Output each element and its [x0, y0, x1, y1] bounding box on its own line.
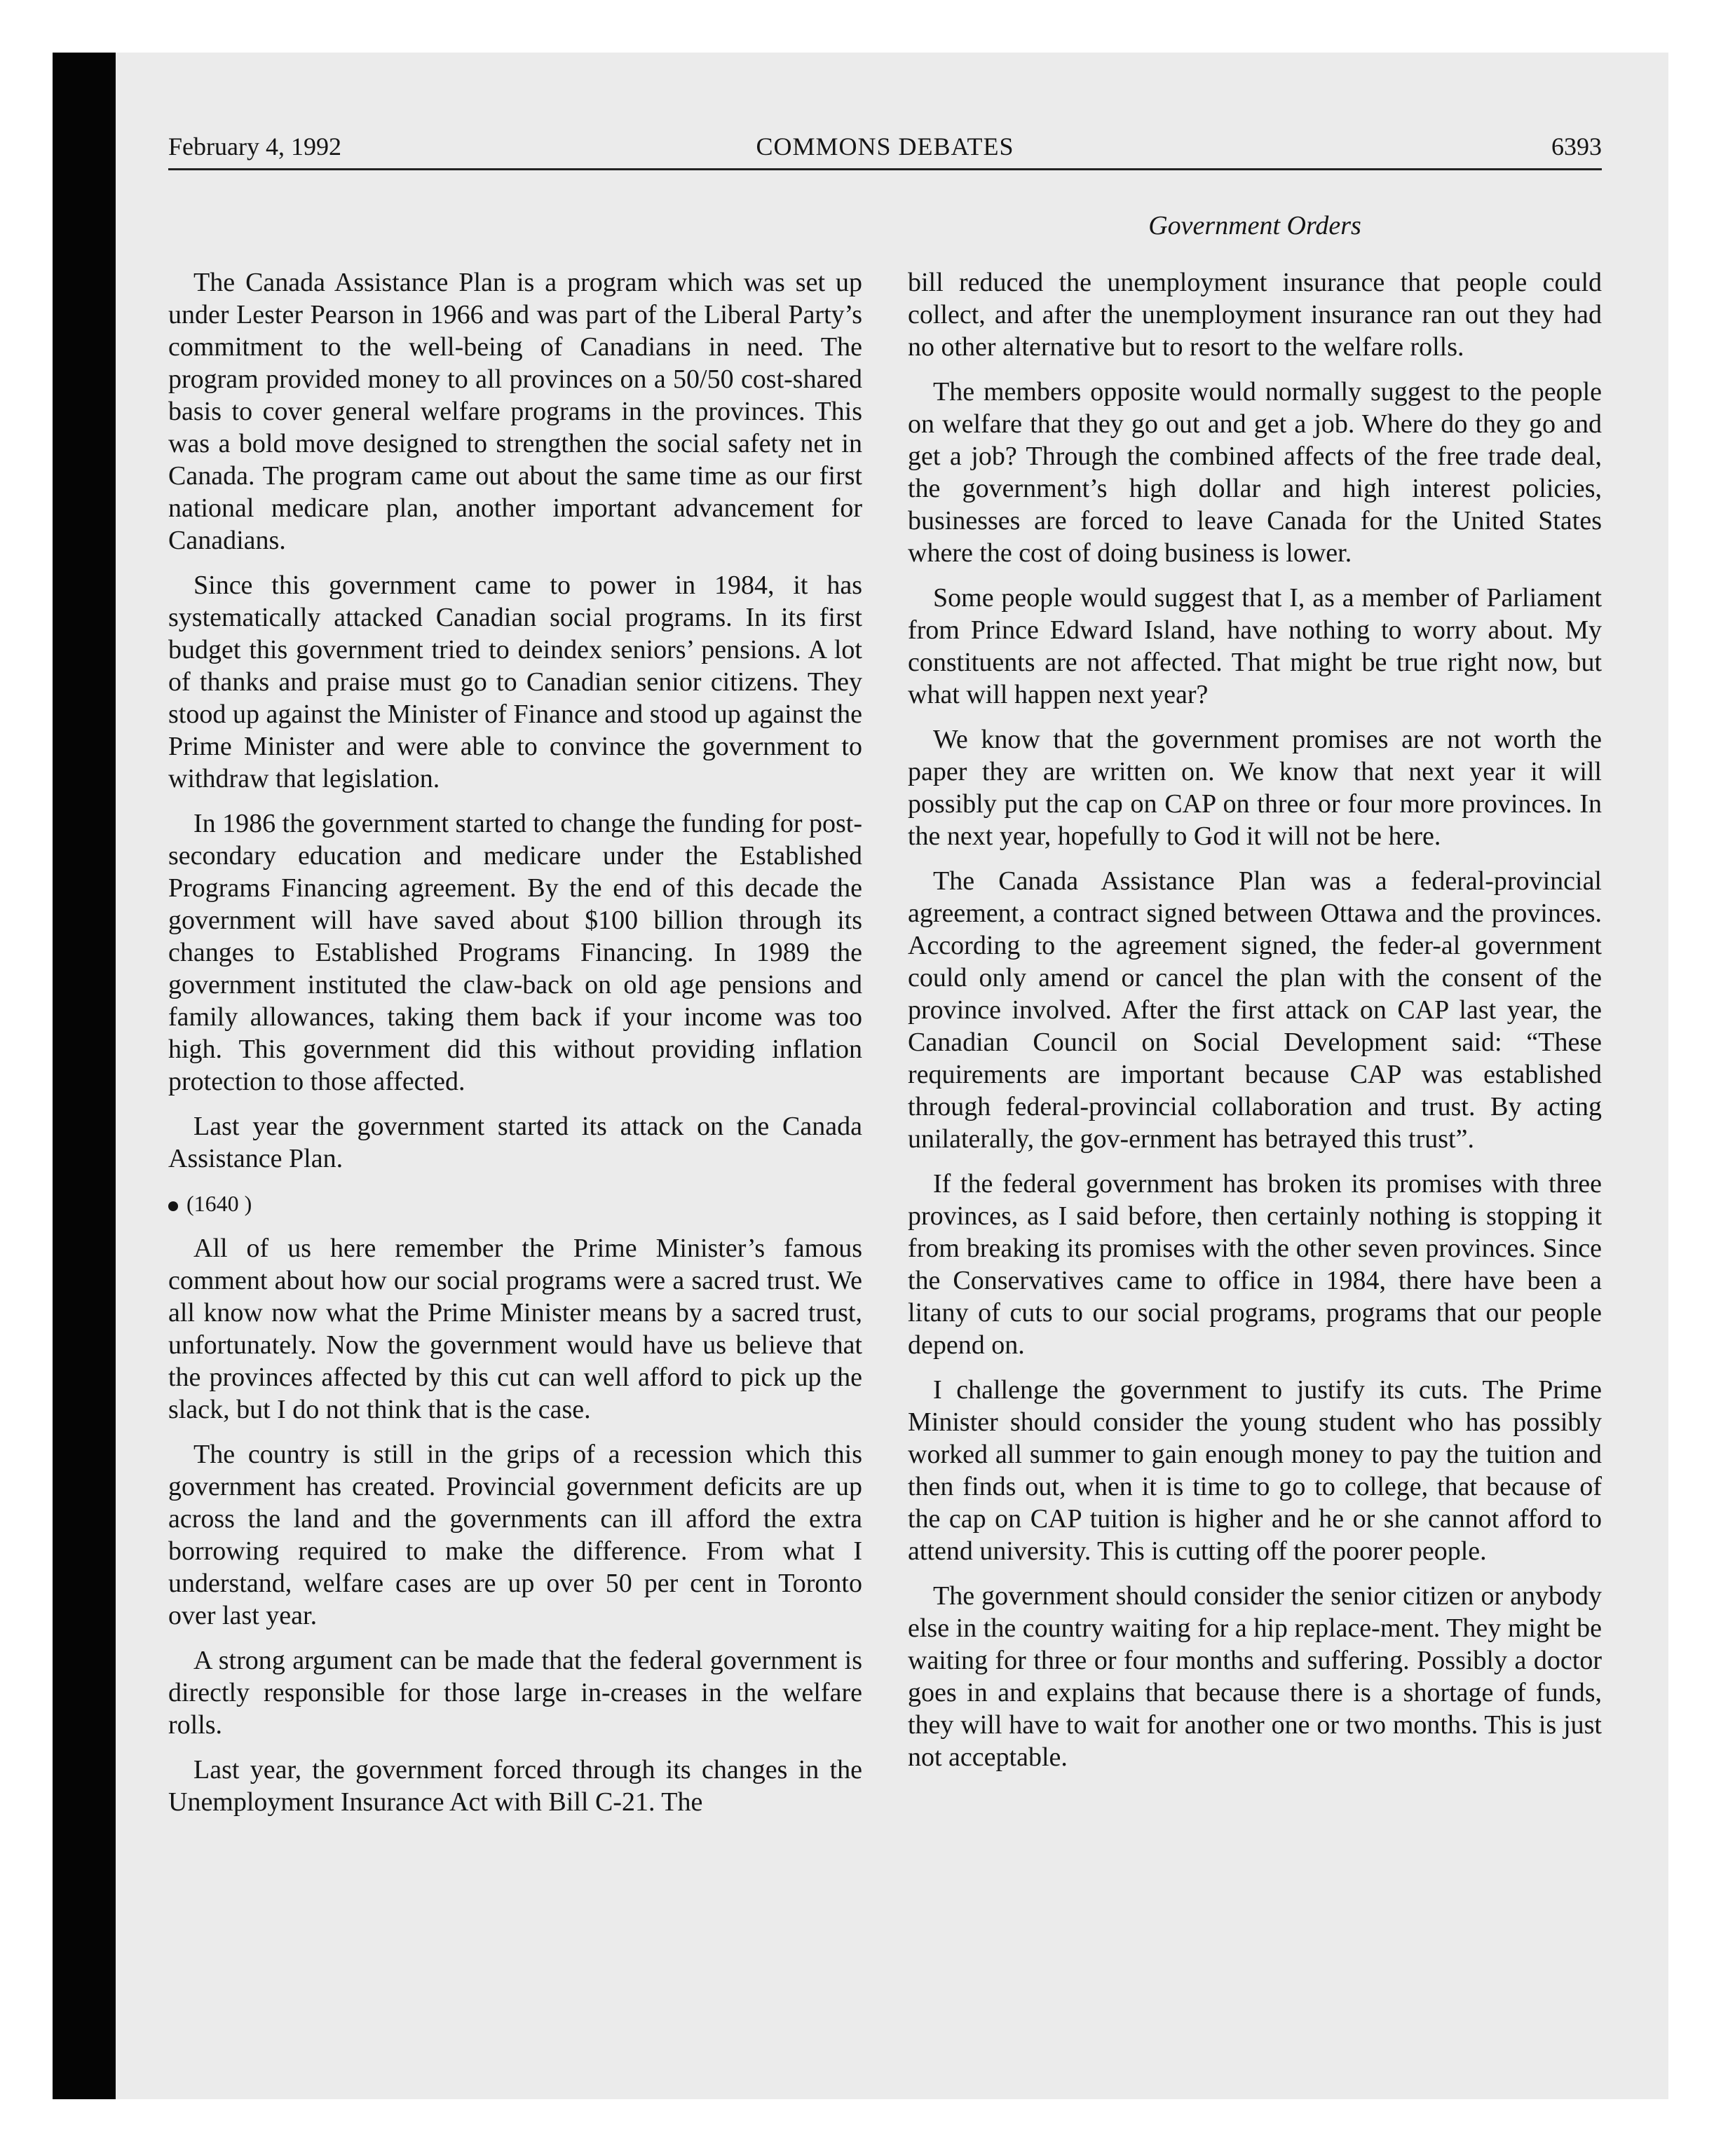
- paragraph: Last year the government started its attack on the Canada Assistance Plan.: [168, 1112, 862, 1173]
- paragraph: Some people would suggest that I, as a member of Parliament from Prince Edward Island, have nothing to worry about. My constituents are not affected. That might be true right now, but what will happen next year?: [908, 583, 1602, 709]
- paragraph: The members opposite would normally suggest to the people on welfare that they go out and get a job. Where do they go and get a job? Through the combined affects of the free trade deal, the government’s high dollar and high interest policies, businesses are forced to leave Canada for the United States where the cost of doing business is lower.: [908, 377, 1602, 568]
- header-date: February 4, 1992: [168, 132, 341, 161]
- header-page-number: 6393: [1551, 132, 1602, 161]
- paragraph: Since this government came to power in 1984, it has systematically attacked Canadian social programs. In its first budget this government tried to deindex seniors’ pensions. A lot of thanks and praise must go to Canadian senior citizens. They stood up against the Minister of Finance and stood up against the Prime Minister and were able to convince the government to withdraw that legislation.: [168, 571, 862, 793]
- paragraph-continuation: bill reduced the unemployment insurance that people could collect, and after the unemployment insurance ran out they had no other alternative but to resort to the welfare rolls.: [908, 268, 1602, 362]
- section-label: Government Orders: [1148, 211, 1361, 240]
- left-column: [168, 266, 862, 1831]
- scan-binding-shadow: [53, 53, 116, 2099]
- bullet-icon: [168, 1201, 178, 1211]
- paragraph: If the federal government has broken its promises with three provinces, as I said before, then certainly nothing is stopping it from breaking its promises with the other seven provinces. Since the Conservatives came to office in 1984, there have been a litany of cuts to our social programs, programs that our people depend on.: [908, 1169, 1602, 1360]
- time-marker: [168, 1187, 862, 1220]
- running-header: [168, 126, 1602, 170]
- paragraph: We know that the government promises are not worth the paper they are written on. We know that next year it will possibly put the cap on CAP on three or four more provinces. In the next year, hopefully to God it will not be here.: [908, 725, 1602, 851]
- paragraph: I challenge the government to justify its cuts. The Prime Minister should consider the young student who has possibly worked all summer to gain enough money to pay the tuition and then finds out, when it is time to go to college, that because of the cap on CAP tuition is higher and he or she cannot afford to attend university. This is cutting off the poorer people.: [908, 1375, 1602, 1566]
- right-column: [908, 266, 1602, 1786]
- paragraph: The country is still in the grips of a recession which this government has created. Provincial government deficits are up across the land and the governments can ill afford the extra borrowing required to make the difference. From what I understand, welfare cases are up over 50 per cent in Toronto over last year.: [168, 1440, 862, 1630]
- paragraph: The government should consider the senior citizen or anybody else in the country waiting for a hip replace-ment. They might be waiting for three or four months and suffering. Possibly a doctor goes in and explains that because there is a shortage of funds, they will have to wait for another one or two months. This is just not acceptable.: [908, 1581, 1602, 1772]
- paragraph: A strong argument can be made that the federal government is directly responsible for those large in-creases in the welfare rolls.: [168, 1646, 862, 1740]
- time-marker-text: (1640 ): [186, 1191, 252, 1216]
- paragraph: The Canada Assistance Plan was a federal-provincial agreement, a contract signed between Ottawa and the provinces. According to the agreement signed, the feder-al government could only amend or cancel the plan with the consent of the province involved. After the first attack on CAP last year, the Canadian Council on Social Development said: “These requirements are important because CAP was established through federal-provincial collaboration and trust. By acting unilaterally, the gov-ernment has betrayed this trust”.: [908, 866, 1602, 1154]
- paragraph: In 1986 the government started to change the funding for post-secondary education and medicare under the Established Programs Financing agreement. By the end of this decade the government will have saved about $100 billion through its changes to Established Programs Financing. In 1989 the government instituted the claw-back on old age pensions and family allowances, taking them back if your income was too high. This government did this without providing inflation protection to those affected.: [168, 809, 862, 1096]
- header-title: COMMONS DEBATES: [756, 132, 1014, 161]
- paragraph: All of us here remember the Prime Minister’s famous comment about how our social programs were a sacred trust. We all know now what the Prime Minister means by a sacred trust, unfortunately. Now the government would have us believe that the provinces affected by this cut can well afford to pick up the slack, but I do not think that is the case.: [168, 1234, 862, 1424]
- document-page: [168, 126, 1602, 1977]
- paragraph: Last year, the government forced through its changes in the Unemployment Insurance Act with Bill C-21. The: [168, 1755, 862, 1817]
- paragraph: The Canada Assistance Plan is a program which was set up under Lester Pearson in 1966 and was part of the Liberal Party’s commitment to the well-being of Canadians in need. The program provided money to all provinces on a 50/50 cost-shared basis to cover general welfare programs in the provinces. This was a bold move designed to strengthen the social safety net in Canada. The program came out about the same time as our first national medicare plan, another important advancement for Canadians.: [168, 268, 862, 555]
